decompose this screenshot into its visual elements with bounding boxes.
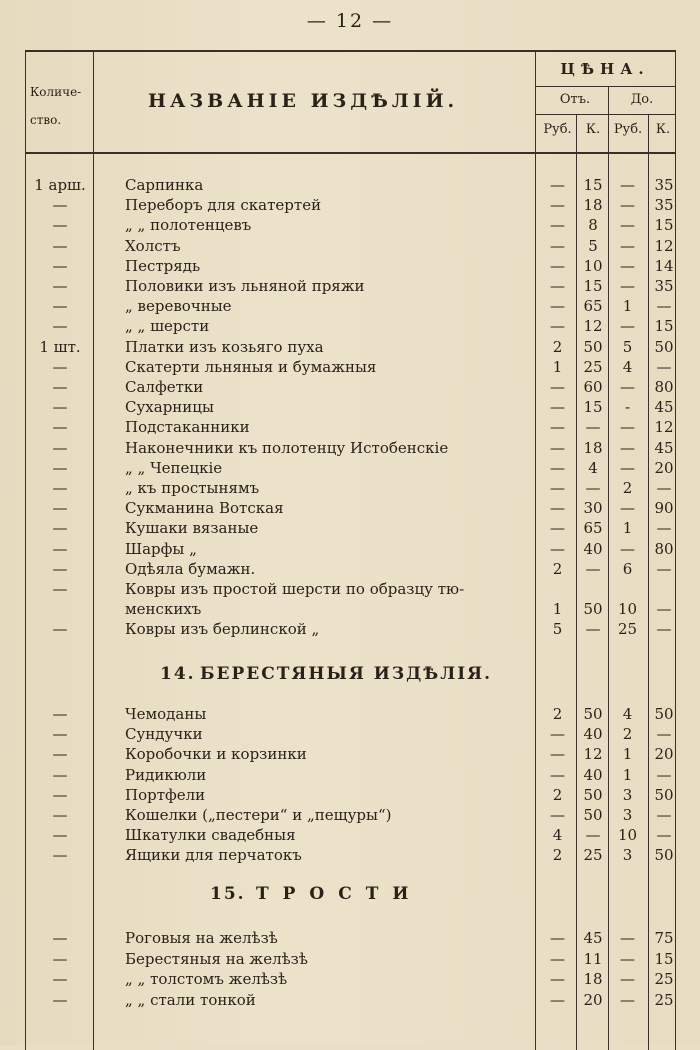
row-price-from-kop: — — [585, 620, 601, 639]
table-row — [0, 825, 700, 845]
row-price-from-rub: — — [550, 418, 565, 437]
row-price-from-rub: — — [550, 539, 565, 558]
row-quantity: — — [52, 458, 68, 477]
row-quantity: 1 арш. — [34, 176, 86, 194]
row-price-from-rub: — — [550, 196, 565, 215]
row-quantity: — — [52, 806, 68, 824]
row-price-from-kop: 4 — [588, 458, 598, 477]
row-price-from-kop: 15 — [583, 277, 603, 295]
row-price-from-rub: — — [550, 725, 565, 744]
row-price-from-rub: 1 — [552, 357, 563, 376]
row-quantity: — — [52, 990, 68, 1009]
row-item-name: „ „ полотенцевъ — [125, 216, 252, 235]
row-price-to-rub: — — [620, 418, 635, 437]
row-quantity: — — [52, 256, 68, 275]
section-14-title: БЕРЕСТЯНЫЯ ИЗДѢЛІЯ. — [200, 664, 493, 684]
row-item-name: Половики изъ льняной пряжи — [125, 277, 365, 295]
row-quantity: — — [52, 216, 68, 235]
row-price-from-rub: — — [550, 745, 565, 764]
table-row — [0, 236, 700, 256]
row-price-to-rub: — — [620, 277, 635, 295]
table-row — [0, 478, 700, 498]
row-price-to-kop: — — [656, 297, 672, 316]
row-item-name: Холстъ — [125, 236, 181, 255]
table-row — [0, 539, 700, 559]
row-price-to-kop: 80 — [654, 539, 674, 558]
row-quantity: — — [52, 357, 68, 376]
row-price-to-rub: 2 — [622, 479, 633, 497]
row-price-from-kop: 5 — [588, 236, 598, 255]
row-price-to-kop: 25 — [654, 970, 674, 988]
row-price-from-kop: 18 — [583, 970, 603, 988]
table-row — [0, 724, 700, 744]
row-quantity: — — [52, 970, 68, 988]
row-price-to-kop: — — [656, 826, 672, 845]
row-price-from-kop: 40 — [583, 765, 603, 784]
row-price-from-kop: 40 — [583, 725, 603, 744]
row-price-from-kop: 20 — [583, 990, 603, 1009]
row-price-to-kop: 25 — [654, 990, 674, 1009]
row-price-from-rub: 2 — [552, 846, 563, 865]
row-quantity: — — [52, 765, 68, 784]
row-price-to-rub: — — [620, 499, 635, 518]
row-price-from-kop: 25 — [583, 846, 603, 865]
row-price-to-rub: 1 — [622, 765, 633, 784]
row-item-name: Кушаки вязаные — [125, 519, 259, 538]
row-item-name: Сундучки — [125, 725, 203, 744]
table-row — [0, 498, 700, 518]
row-price-from-rub: 2 — [552, 337, 563, 356]
table-row — [0, 619, 700, 639]
row-price-from-rub: 2 — [552, 559, 563, 578]
row-price-to-rub: 25 — [617, 620, 638, 639]
row-price-from-rub: — — [550, 236, 565, 255]
price-rule-2 — [535, 114, 675, 115]
table-row — [0, 417, 700, 437]
row-price-to-kop: — — [656, 600, 672, 619]
row-item-name: „ „ шерсти — [125, 317, 210, 336]
row-quantity: — — [52, 785, 68, 804]
row-price-to-rub: 3 — [622, 846, 633, 865]
row-price-from-kop: 50 — [583, 600, 603, 619]
table-row — [0, 296, 700, 316]
row-price-to-rub: 3 — [622, 785, 633, 804]
row-price-from-kop: 8 — [588, 216, 598, 235]
table-row — [0, 744, 700, 764]
table-row — [0, 175, 700, 195]
header-bottom-rule — [25, 152, 675, 154]
table-row — [0, 559, 700, 579]
row-item-name: Чемоданы — [125, 705, 207, 723]
row-price-from-kop: — — [585, 559, 601, 578]
row-price-from-rub: — — [550, 297, 565, 316]
row-item-name: Сухарницы — [125, 398, 214, 417]
table-row — [0, 438, 700, 458]
table-row — [0, 195, 700, 215]
row-price-to-kop: 35 — [654, 277, 674, 295]
row-quantity: — — [52, 317, 68, 336]
row-quantity: — — [52, 705, 68, 723]
row-price-to-rub: 3 — [622, 806, 633, 824]
kop-header-to: К. — [655, 122, 671, 137]
row-quantity: — — [52, 745, 68, 764]
row-price-from-kop: 40 — [583, 539, 603, 558]
row-price-to-rub: — — [620, 176, 635, 194]
row-quantity: 1 шт. — [39, 337, 81, 356]
row-price-from-rub: — — [550, 970, 565, 988]
row-item-name: Скатерти льняныя и бумажныя — [125, 357, 377, 376]
row-price-from-rub: — — [550, 378, 565, 396]
row-price-to-kop: — — [656, 806, 672, 824]
row-quantity: — — [52, 559, 68, 578]
row-price-from-kop: 50 — [583, 785, 603, 804]
row-item-name: Платки изъ козьяго пуха — [125, 337, 324, 356]
row-price-to-rub: — — [620, 378, 635, 396]
row-price-to-kop: 80 — [654, 378, 674, 396]
row-price-to-kop: — — [656, 725, 672, 744]
price-rule-1 — [535, 86, 675, 87]
table-row — [0, 949, 700, 969]
row-price-to-kop: 14 — [654, 256, 674, 275]
row-item-name: Наконечники къ полотенцу Истобенскіе — [125, 438, 449, 457]
row-quantity: — — [52, 196, 68, 215]
row-price-to-rub: — — [620, 216, 635, 235]
table-row — [0, 990, 700, 1010]
row-price-from-kop: 12 — [583, 317, 603, 336]
row-price-to-rub: — — [620, 929, 635, 947]
row-price-to-rub: 4 — [622, 705, 633, 723]
row-quantity: — — [52, 277, 68, 295]
row-item-name: Одѣяла бумажн. — [125, 559, 256, 578]
row-item-name: Ридикюли — [125, 765, 207, 784]
row-price-to-kop: 75 — [654, 929, 674, 947]
page-number: — 12 — — [306, 10, 394, 32]
row-price-from-rub: 5 — [552, 620, 563, 639]
row-quantity: — — [52, 438, 68, 457]
row-price-to-rub: - — [624, 398, 631, 417]
row-price-to-kop: 20 — [654, 745, 674, 764]
table-row — [0, 337, 700, 357]
row-quantity: — — [52, 479, 68, 497]
row-price-to-kop: 50 — [654, 846, 674, 865]
to-header: До. — [630, 92, 654, 107]
row-item-name: „ „ Чепецкіе — [125, 458, 223, 477]
table-row — [0, 316, 700, 336]
row-price-to-kop: — — [656, 765, 672, 784]
row-price-to-kop: — — [656, 620, 672, 639]
row-price-to-kop: 12 — [654, 418, 674, 437]
row-price-to-rub: — — [620, 458, 635, 477]
row-price-from-kop: 50 — [583, 337, 603, 356]
row-price-to-kop: — — [656, 357, 672, 376]
table-row — [0, 215, 700, 235]
table-row — [0, 599, 700, 619]
row-quantity: — — [52, 378, 68, 396]
table-row — [0, 276, 700, 296]
row-quantity: — — [52, 499, 68, 518]
row-price-to-rub: 1 — [622, 297, 633, 316]
row-price-to-rub: 10 — [617, 826, 638, 845]
table-row — [0, 458, 700, 478]
row-item-name: Ковры изъ берлинской „ — [125, 620, 320, 639]
row-price-to-rub: 4 — [622, 357, 633, 376]
table-row — [0, 256, 700, 276]
table-row — [0, 928, 700, 948]
row-price-to-rub: 5 — [622, 337, 633, 356]
table-row — [0, 785, 700, 805]
row-price-from-rub: — — [550, 806, 565, 824]
row-price-from-rub: — — [550, 216, 565, 235]
row-item-name: менскихъ — [125, 600, 202, 619]
row-price-to-rub: — — [620, 317, 635, 336]
rub-header-from: Руб. — [543, 122, 572, 137]
row-item-name: Салфетки — [125, 378, 204, 396]
row-quantity: — — [52, 398, 68, 417]
row-price-from-rub: — — [550, 949, 565, 968]
row-price-to-kop: 50 — [654, 785, 674, 804]
table-row — [0, 704, 700, 724]
row-quantity: — — [52, 846, 68, 865]
row-price-from-kop: 15 — [583, 176, 603, 194]
row-price-from-kop: 50 — [583, 705, 603, 723]
row-item-name: Шкатулки свадебныя — [125, 826, 296, 845]
row-price-to-kop: — — [656, 479, 672, 497]
row-price-to-kop: 12 — [654, 236, 674, 255]
top-rule — [25, 50, 675, 52]
row-item-name: Ящики для перчатокъ — [125, 846, 302, 865]
row-price-from-rub: — — [550, 176, 565, 194]
row-price-from-rub: — — [550, 765, 565, 784]
row-price-from-rub: 1 — [552, 600, 563, 619]
row-item-name: Подстаканники — [125, 418, 250, 437]
row-item-name: Переборъ для скатертей — [125, 196, 322, 215]
row-item-name: „ „ стали тонкой — [125, 990, 256, 1009]
row-price-from-kop: 30 — [583, 499, 603, 518]
row-price-to-kop: — — [656, 559, 672, 578]
row-price-from-kop: 50 — [583, 806, 603, 824]
row-price-to-kop: 15 — [654, 949, 674, 968]
row-quantity: — — [52, 297, 68, 316]
row-price-to-kop: 90 — [654, 499, 674, 518]
row-price-to-kop: 15 — [654, 216, 674, 235]
row-quantity: — — [52, 519, 68, 538]
row-quantity: — — [52, 725, 68, 744]
row-item-name: Коробочки и корзинки — [125, 745, 307, 764]
row-price-from-rub: — — [550, 277, 565, 295]
row-item-name: Роговыя на желѣзѣ — [125, 929, 278, 947]
row-price-to-rub: 2 — [622, 725, 633, 744]
row-price-from-rub: — — [550, 398, 565, 417]
section-15-title: ТРОСТИ — [256, 884, 423, 904]
row-price-to-kop: 45 — [654, 438, 674, 457]
row-item-name: „ къ простынямъ — [125, 479, 260, 497]
quantity-header: Количе-ство. — [30, 85, 82, 127]
row-item-name: Шарфы „ — [125, 539, 197, 558]
row-quantity: — — [52, 620, 68, 639]
row-price-to-rub: — — [620, 970, 635, 988]
price-header: ЦѢНА. — [560, 60, 650, 78]
row-item-name: Пестрядь — [125, 256, 201, 275]
table-row — [0, 845, 700, 865]
table-row — [0, 805, 700, 825]
row-price-to-rub: 6 — [622, 559, 633, 578]
row-price-to-rub: 1 — [622, 519, 633, 538]
name-header: НАЗВАНІЕ ИЗДѢЛІЙ. — [148, 90, 459, 112]
row-quantity: — — [52, 236, 68, 255]
row-price-to-rub: — — [620, 990, 635, 1009]
row-item-name: „ веревочные — [125, 297, 232, 316]
row-item-name: Сарпинка — [125, 176, 204, 194]
table-row — [0, 969, 700, 989]
row-price-from-kop: 65 — [583, 519, 603, 538]
row-quantity: — — [52, 418, 68, 437]
row-item-name: „ „ толстомъ желѣзѣ — [125, 970, 288, 988]
row-quantity: — — [52, 949, 68, 968]
row-price-from-kop: 25 — [583, 357, 603, 376]
row-price-from-rub: 4 — [552, 826, 563, 845]
row-price-from-kop: — — [585, 479, 601, 497]
row-quantity: — — [52, 826, 68, 845]
row-item-name: Ковры изъ простой шерсти по образцу тю- — [125, 580, 465, 598]
row-quantity: — — [52, 539, 68, 558]
row-price-from-kop: 11 — [583, 949, 603, 968]
row-item-name: Кошелки („пестери“ и „пещуры“) — [125, 806, 392, 824]
row-item-name: Берестяныя на желѣзѣ — [125, 949, 308, 968]
table-row — [0, 765, 700, 785]
section-14-number: 14. — [160, 664, 196, 684]
kop-header-from: К. — [585, 122, 601, 137]
row-price-from-kop: 60 — [583, 378, 603, 396]
section-15-number: 15. — [210, 884, 246, 904]
row-price-from-rub: — — [550, 256, 565, 275]
row-price-from-kop: 15 — [583, 398, 603, 417]
row-price-to-rub: — — [620, 236, 635, 255]
row-price-from-rub: 2 — [552, 785, 563, 804]
row-price-from-kop: 18 — [583, 196, 603, 215]
row-price-to-rub: — — [620, 949, 635, 968]
row-item-name: Портфели — [125, 785, 206, 804]
row-price-to-rub: 10 — [617, 600, 638, 619]
row-price-from-kop: 10 — [583, 256, 603, 275]
row-price-from-rub: — — [550, 479, 565, 497]
row-price-from-rub: 2 — [552, 705, 563, 723]
row-price-to-kop: 50 — [654, 705, 674, 723]
row-price-from-rub: — — [550, 519, 565, 538]
row-quantity: — — [52, 580, 68, 598]
from-header: Отъ. — [559, 92, 591, 107]
row-price-from-rub: — — [550, 929, 565, 947]
row-price-from-kop: 65 — [583, 297, 603, 316]
row-price-from-rub: — — [550, 317, 565, 336]
row-price-to-kop: 35 — [654, 196, 674, 215]
table-row — [0, 357, 700, 377]
table-row — [0, 397, 700, 417]
row-price-to-rub: — — [620, 196, 635, 215]
row-price-to-rub: — — [620, 539, 635, 558]
row-quantity: — — [52, 929, 68, 947]
row-price-to-rub: 1 — [622, 745, 633, 764]
row-price-from-kop: 45 — [583, 929, 603, 947]
table-row — [0, 579, 700, 599]
row-price-from-rub: — — [550, 499, 565, 518]
row-price-from-rub: — — [550, 990, 565, 1009]
row-price-to-kop: 20 — [654, 458, 674, 477]
row-price-to-kop: 15 — [654, 317, 674, 336]
row-price-from-kop: — — [585, 418, 601, 437]
row-price-to-kop: 50 — [654, 337, 674, 356]
row-price-to-rub: — — [620, 256, 635, 275]
table-row — [0, 377, 700, 397]
row-price-from-kop: — — [585, 826, 601, 845]
row-price-from-kop: 18 — [583, 438, 603, 457]
row-price-to-rub: — — [620, 438, 635, 457]
row-price-from-kop: 12 — [583, 745, 603, 764]
rub-header-to: Руб. — [613, 122, 643, 137]
row-price-from-rub: — — [550, 458, 565, 477]
row-price-from-rub: — — [550, 438, 565, 457]
row-price-to-kop: 45 — [654, 398, 674, 417]
row-price-to-kop: — — [656, 519, 672, 538]
row-price-to-kop: 35 — [654, 176, 674, 194]
row-item-name: Сукманина Вотская — [125, 499, 284, 518]
table-row — [0, 518, 700, 538]
